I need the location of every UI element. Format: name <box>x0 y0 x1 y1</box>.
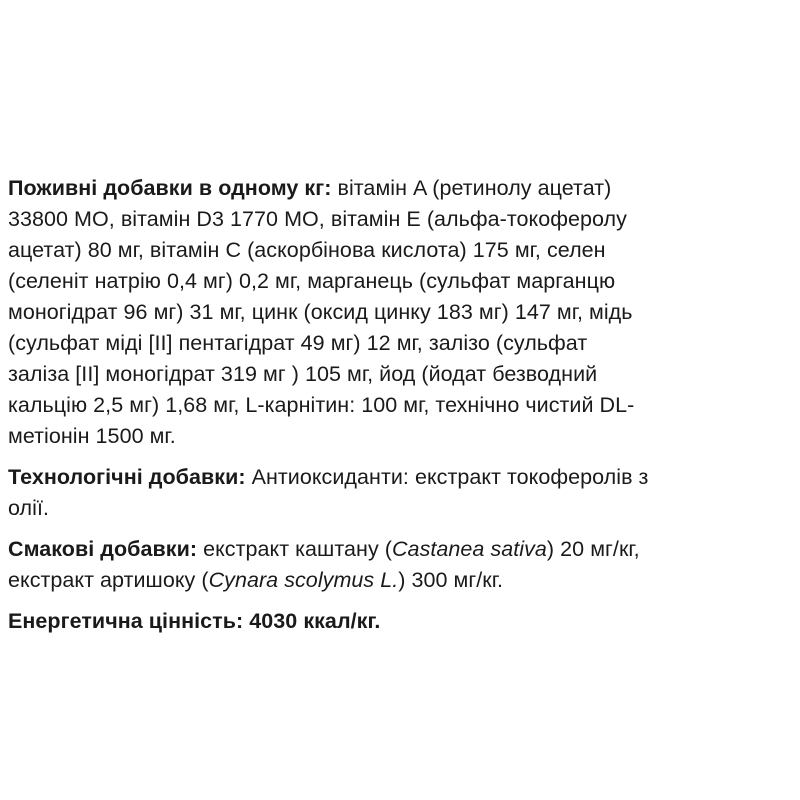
technological-additives-paragraph <box>8 462 794 524</box>
text-line <box>8 565 794 596</box>
ingredients-document <box>8 173 794 637</box>
text-line <box>8 534 794 565</box>
text-line: олії. <box>8 496 50 520</box>
text-line: кальцію 2,5 мг) 1,68 мг, L-карнітин: 100 мг, технічно чистий DL- <box>8 393 635 417</box>
energy-value-paragraph <box>8 606 794 637</box>
text-line: (селеніт натрію 0,4 мг) 0,2 мг, марганець (сульфат марганцю <box>8 269 616 293</box>
latin-name: Cynara scolymus L. <box>208 568 399 592</box>
text-line <box>8 462 794 493</box>
text-line: моногідрат 96 мг) 31 мг, цинк (оксид цинку 183 мг) 147 мг, мідь <box>8 300 633 324</box>
technological-additives-heading: Технологічні добавки: <box>8 465 246 489</box>
text-line-content: ) 20 мг/кг, <box>546 537 640 561</box>
text-line: ацетат) 80 мг, вітамін C (аскорбінова кислота) 175 мг, селен <box>8 238 606 262</box>
flavouring-additives-paragraph <box>8 534 794 596</box>
text-line-content: ) 300 мг/кг. <box>398 568 504 592</box>
text-line-content: вітамін A (ретинолу ацетат) <box>331 176 612 200</box>
text-line: метіонін 1500 мг. <box>8 424 176 448</box>
text-line: заліза [II] моногідрат 319 мг ) 105 мг, йод (йодат безводний <box>8 362 598 386</box>
text-line: (сульфат міді [II] пентагідрат 49 мг) 12 мг, залізо (сульфат <box>8 331 588 355</box>
text-line-content: екстракт каштану ( <box>197 537 392 561</box>
flavouring-additives-heading: Смакові добавки: <box>8 537 198 561</box>
latin-name: Castanea sativa <box>391 537 547 561</box>
text-line: 33800 МО, вітамін D3 1770 МО, вітамін E (альфа-токоферолу <box>8 207 627 231</box>
energy-value-heading: Енергетична цінність: 4030 ккал/кг. <box>8 609 381 633</box>
nutritional-additives-heading: Поживні добавки в одному кг: <box>8 176 332 200</box>
text-line-content: Антиоксиданти: екстракт токоферолів з <box>245 465 649 489</box>
nutritional-additives-paragraph <box>8 173 794 452</box>
text-line <box>8 173 794 204</box>
text-line-content: екстракт артишоку ( <box>8 568 209 592</box>
